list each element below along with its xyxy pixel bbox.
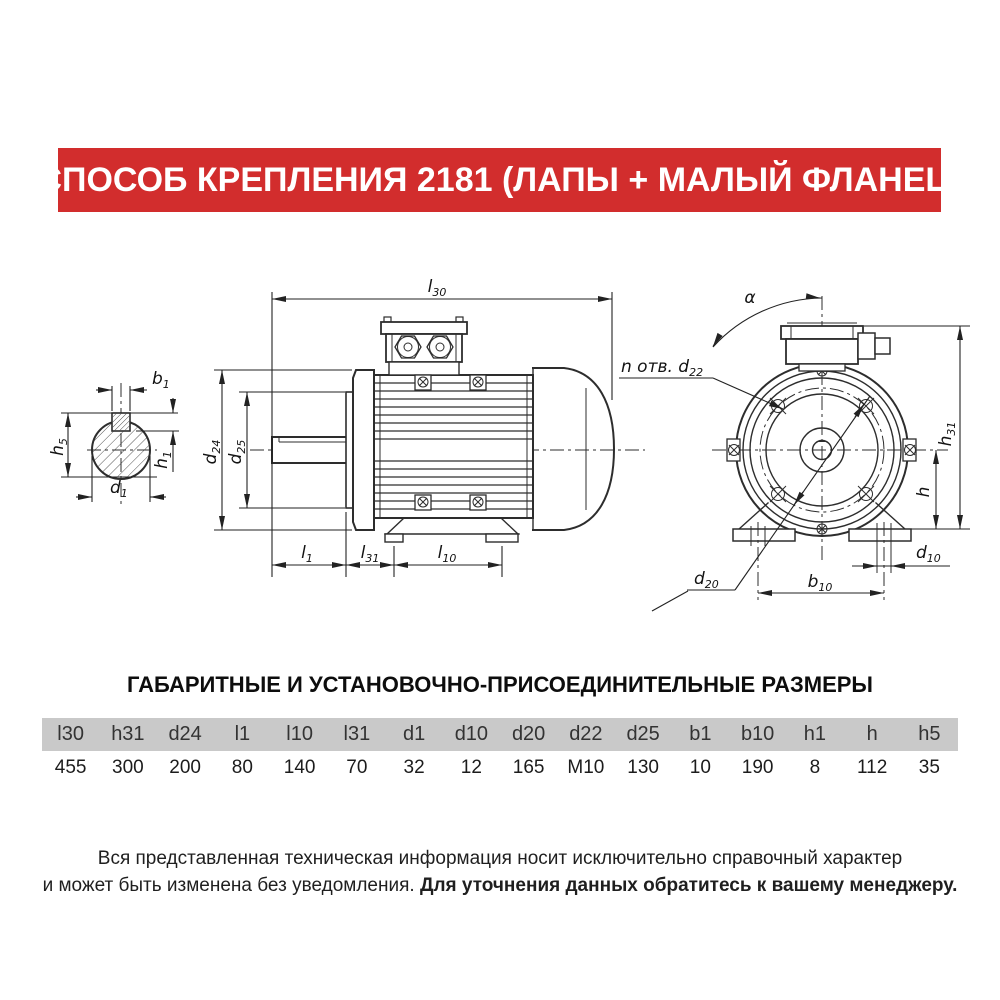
dim-l1-l31-l10 [272, 512, 502, 577]
dim-label-l31: $l_{31}$ [360, 543, 380, 565]
table-header-cell: h [866, 723, 878, 745]
dim-h-h31 [864, 326, 970, 529]
dim-label-n-otv-d22: n отв. $d_{22}$ [621, 357, 704, 379]
dim-label-d20: $d_{20}$ [694, 569, 719, 591]
table-value-cell: 112 [844, 751, 901, 784]
disclaimer [0, 845, 1000, 899]
table-header-cell: l31 [343, 723, 371, 745]
dim-label-d25: $d_{25}$ [226, 439, 248, 465]
dim-b10 [758, 572, 884, 594]
view-side [201, 277, 645, 577]
table-header-cell: h5 [918, 723, 941, 745]
view-shaft-end [48, 369, 179, 505]
dim-label-d24: $d_{24}$ [201, 439, 223, 465]
table-value-cell: 10 [672, 751, 729, 784]
banner-title: СПОСОБ КРЕПЛЕНИЯ 2181 (ЛАПЫ + МАЛЫЙ ФЛАНЕЦ) [37, 160, 962, 199]
dim-label-h: h [914, 486, 934, 498]
table-value-cell: 200 [157, 751, 214, 784]
dimensions-table [42, 718, 958, 784]
table-value-cell: 8 [786, 751, 843, 784]
table-value-cell: 35 [901, 751, 958, 784]
table-header-cell: h1 [803, 723, 826, 745]
table-header-cell: d1 [403, 723, 426, 745]
table-header-cell: l10 [286, 723, 313, 745]
dim-d10 [852, 543, 950, 566]
terminal-box-side [381, 317, 467, 375]
dim-label-d10: $d_{10}$ [916, 543, 941, 565]
table-header-cell: d10 [454, 723, 489, 745]
table-value-cell: 32 [386, 751, 443, 784]
dim-label-h31: $h_{31}$ [936, 421, 958, 447]
table-header-cell: d24 [168, 723, 202, 745]
table-value-cell: 130 [615, 751, 672, 784]
table-value-row [42, 751, 958, 784]
dim-b1 [96, 369, 170, 411]
table-header-cell: h31 [111, 723, 145, 745]
table-header-cell: b1 [689, 723, 712, 745]
table-value-cell: 165 [500, 751, 557, 784]
table-header-cell: l30 [57, 723, 84, 745]
disclaimer-line2-bold: Для уточнения данных обратитесь к вашему менеджеру. [419, 875, 958, 896]
table-value-cell: M10 [557, 751, 614, 784]
table-header-cell: d20 [511, 723, 546, 745]
table-header-cell: d22 [569, 723, 603, 745]
table-header-cell: l1 [234, 723, 251, 745]
table-header-cell: d25 [626, 723, 660, 745]
foot-side [385, 518, 519, 542]
table-value-cell: 80 [214, 751, 271, 784]
cable-gland [395, 336, 421, 358]
table-value-cell: 70 [328, 751, 385, 784]
table-value-cell: 300 [99, 751, 156, 784]
dim-label-d1: $d_1$ [110, 478, 128, 500]
table-value-cell: 140 [271, 751, 328, 784]
table-value-cell: 12 [443, 751, 500, 784]
terminal-box-front [781, 323, 890, 371]
dim-label-l10: $l_{10}$ [437, 543, 457, 565]
dim-n-otv-d22 [619, 357, 783, 409]
table-header-row [42, 718, 958, 751]
dim-label-h1: $h_1$ [152, 451, 174, 469]
dim-label-alpha: α [744, 288, 756, 308]
dim-label-l30: $l_{30}$ [427, 277, 447, 299]
section-heading: ГАБАРИТНЫЕ И УСТАНОВОЧНО-ПРИСОЕДИНИТЕЛЬНЫЕ РАЗМЕРЫ [127, 672, 873, 697]
dim-label-b10: $b_{10}$ [807, 572, 833, 594]
cable-gland [427, 336, 453, 358]
dim-label-h5: $h_5$ [48, 438, 70, 456]
dim-label-b1: $b_1$ [152, 369, 170, 391]
dim-label-l1: $l_1$ [301, 543, 313, 565]
view-front [619, 288, 970, 611]
table-header-cell: b10 [740, 723, 775, 745]
table-value-cell: 190 [729, 751, 786, 784]
disclaimer-line1: Вся представленная техническая информация носит исключительно справочный характер [97, 848, 903, 869]
disclaimer-line2: и может быть изменена без уведомления. [42, 875, 420, 896]
table-value-cell: 455 [42, 751, 99, 784]
